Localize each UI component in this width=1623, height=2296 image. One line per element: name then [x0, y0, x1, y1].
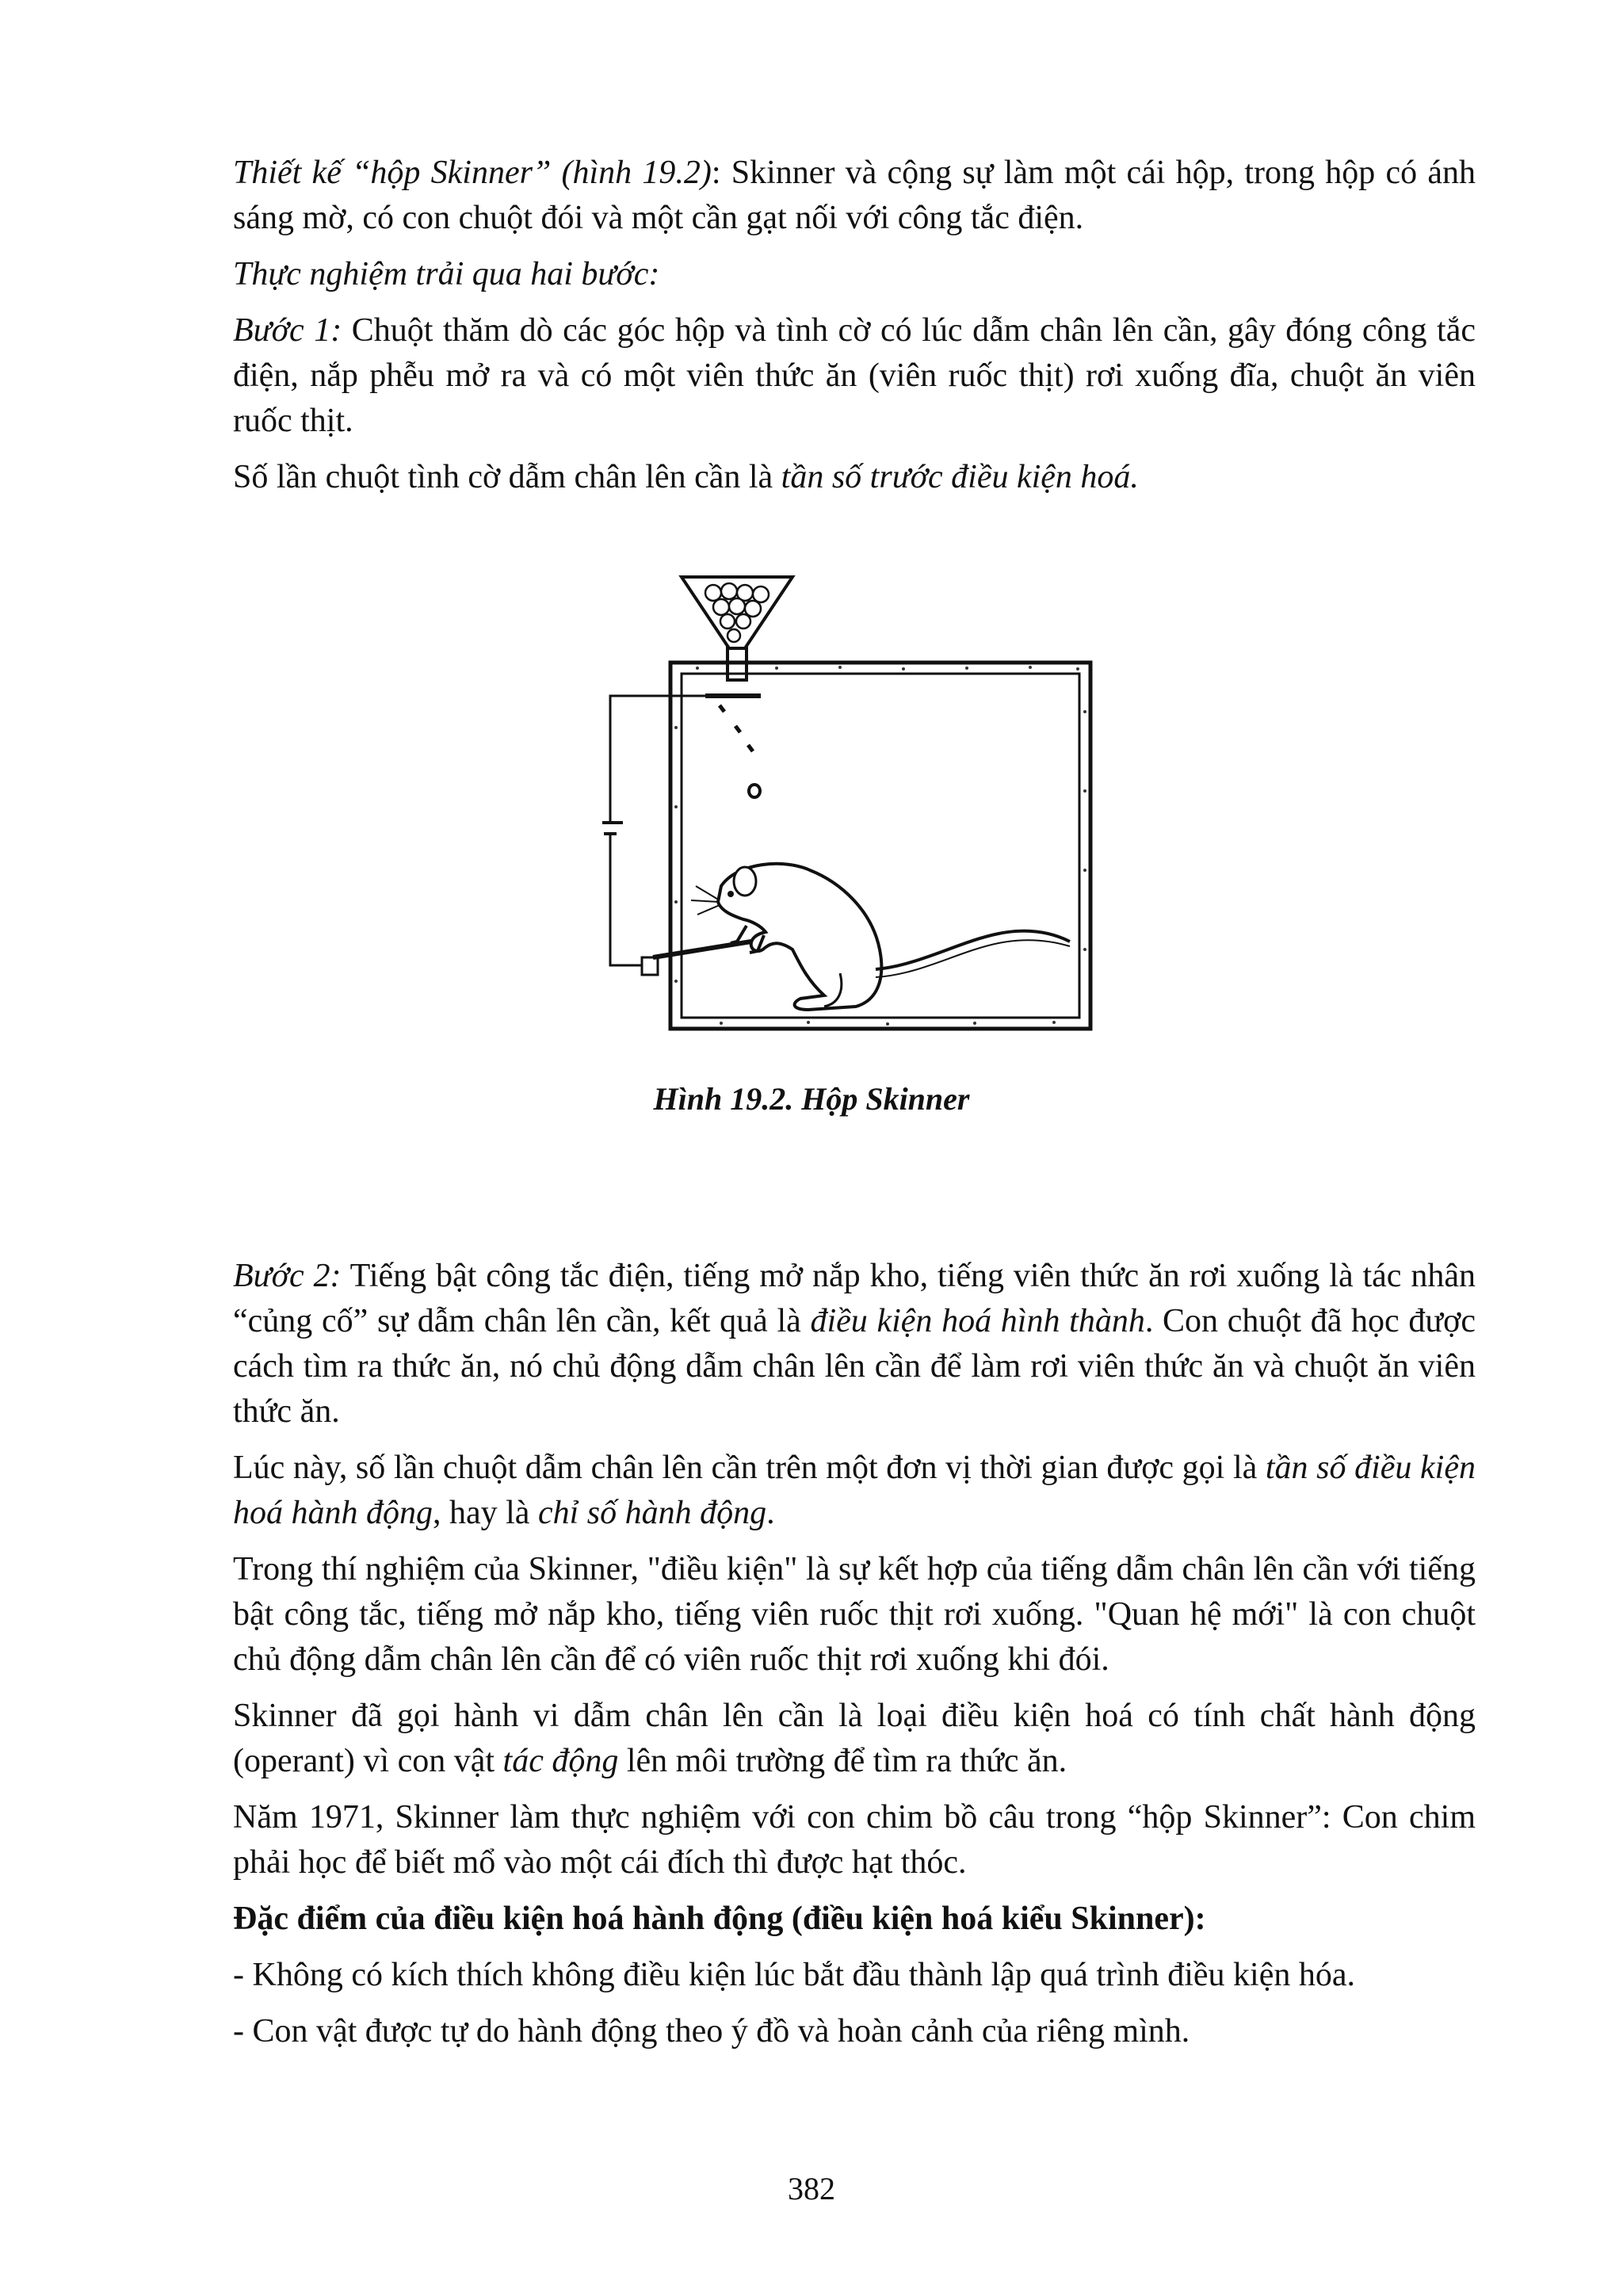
- paragraph-text: Chuột thăm dò các góc hộp và tình cờ có lúc dẫm chân lên cần, gây đóng công tắc điện, nắp phễu mở ra và có một viên thức ăn (viên ruốc thịt) rơi xuống đĩa, chuột ăn viên ruốc thịt.: [233, 312, 1476, 439]
- rat-eye: [727, 891, 734, 897]
- paragraph-frequency: [233, 455, 1476, 500]
- food-pellets: [705, 583, 769, 642]
- italic-text: Bước 2:: [233, 1258, 342, 1294]
- paragraph-text: lên môi trường để tìm ra thức ăn.: [618, 1743, 1067, 1779]
- paragraph-step-1: [233, 308, 1476, 444]
- pellet-falling: [749, 785, 760, 797]
- paragraph-condition: Trong thí nghiệm của Skinner, "điều kiện" là sự kết hợp của tiếng dẫm chân lên cần với tiếng bật công tắc, tiếng mở nắp kho, tiếng viên ruốc thịt rơi xuống. "Quan hệ mới" là con chuột chủ động dẫm chân lên cần để có viên ruốc thịt rơi xuống khi đói.: [233, 1551, 1476, 1678]
- bullet-item: - Không có kích thích không điều kiện lúc bắt đầu thành lập quá trình điều kiện hóa.: [233, 1957, 1355, 1993]
- skinner-box-figure: [602, 569, 1109, 1045]
- italic-text: tần số điều kiện hoá hành động: [233, 1450, 1476, 1531]
- lever-bar: [653, 942, 751, 957]
- rat-whiskers: [691, 886, 720, 915]
- paragraph-pigeon: Năm 1971, Skinner làm thực nghiệm với con chim bồ câu trong “hộp Skinner”: Con chim phải học để biết mổ vào một cái đích thì được hạt thóc.: [233, 1799, 1476, 1881]
- paragraph-text: .: [766, 1495, 775, 1531]
- circuit-wire-top: [610, 696, 705, 823]
- intro-block: [233, 151, 1476, 500]
- page-number: 382: [788, 2171, 835, 2206]
- skinner-box-illustration: [602, 569, 1109, 1045]
- section-heading: Đặc điểm của điều kiện hoá hành động (điều kiện hoá kiểu Skinner):: [233, 1901, 1206, 1937]
- paragraph-text: Skinner đã gọi hành vi dẫm chân lên cần là loại điều kiện hoá có tính chất hành động (operant) vì con vật: [233, 1698, 1476, 1779]
- paragraph-text: Lúc này, số lần chuột dẫm chân lên cần trên một đơn vị thời gian được gọi là: [233, 1450, 1266, 1486]
- paragraph-text: Tiếng bật công tắc điện, tiếng mở nắp kho, tiếng viên thức ăn rơi xuống là tác nhân “củng cố” sự dẫm chân lên cần, kết quả là: [233, 1258, 1476, 1339]
- italic-text: tần số trước điều kiện hoá.: [781, 459, 1139, 495]
- italic-text: Thiết kế “hộp Skinner” (hình 19.2): [233, 155, 712, 191]
- paragraph-text: Số lần chuột tình cờ dẫm chân lên cần là: [233, 459, 781, 495]
- bullet-item: - Con vật được tự do hành động theo ý đồ và hoàn cảnh của riêng mình.: [233, 2013, 1190, 2050]
- italic-text: tác động: [502, 1743, 619, 1779]
- italic-text: điều kiện hoá hình thành: [810, 1303, 1145, 1339]
- italic-text: chỉ số hành động: [537, 1495, 767, 1531]
- paragraph-text: : Skinner và cộng sự làm một cái hộp, trong hộp có ánh sáng mờ, có con chuột đói và một cần gạt nối với công tắc điện.: [233, 155, 1476, 236]
- figure-caption: Hình 19.2. Hộp Skinner: [653, 1081, 970, 1117]
- switch-box: [642, 957, 658, 975]
- paragraph-action-index: [233, 1446, 1476, 1536]
- paragraph-two-steps: Thực nghiệm trải qua hai bước:: [233, 256, 660, 292]
- paragraph-step-2: [233, 1254, 1476, 1435]
- rat-ear: [734, 867, 756, 896]
- paragraph-skinner-box: [233, 151, 1476, 241]
- paragraph-operant: [233, 1694, 1476, 1784]
- paragraph-text: . Con chuột đã học được cách tìm ra thức ăn, nó chủ động dẫm chân lên cần để làm rơi viên thức ăn và chuột ăn viên thức ăn.: [233, 1303, 1476, 1430]
- paragraph-text: , hay là: [433, 1495, 538, 1531]
- circuit-wire-bottom: [610, 834, 650, 965]
- italic-text: Bước 1:: [233, 312, 342, 349]
- main-block: [233, 1254, 1476, 2054]
